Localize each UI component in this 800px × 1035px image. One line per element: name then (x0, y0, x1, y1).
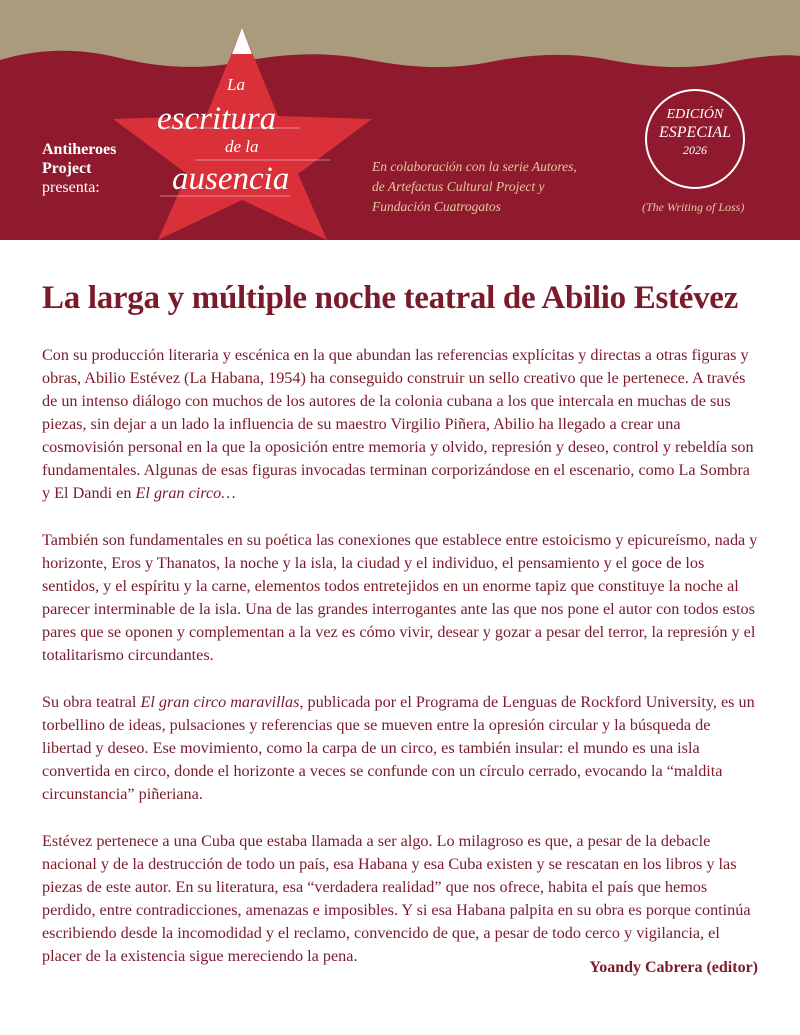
header-banner (0, 0, 800, 240)
paragraph-1 (42, 344, 762, 505)
logo-word-ausencia: ausencia (172, 161, 290, 197)
paragraph-4: Estévez pertenece a una Cuba que estaba llamada a ser algo. Lo milagroso es que, a pesar de la debacle nacional y de la destrucción de todo un país, esa Habana y esa Cuba existen y se rescatan en los libros y las piezas de este autor. En su literatura, esa “verdadera realidad” que nos ofrece, habita el país que hemos perdido, entre contradicciones, amenazas e imposibles. Y si esa Habana palpita en su obra es porque continúa escribiendo desde la incomodidad y el reclamo, convencido de que, a pesar de todo cerco y vigilancia, el placer de la existencia sigue mereciendo la pena. (42, 832, 751, 965)
collaboration-line-2: de Artefactus Cultural Project y (372, 179, 545, 194)
presenter-block (42, 140, 116, 197)
logo-word-escritura: escritura (157, 101, 277, 137)
author-signature: Yoandy Cabrera (editor) (589, 959, 758, 976)
seal-line-1: EDICIÓN (666, 107, 724, 122)
article-body (42, 344, 762, 992)
paragraph-2: También son fundamentales en su poética las conexiones que establece entre estoicismo y epicureísmo, nada y horizonte, Eros y Thanatos, la noche y la isla, la ciudad y el individuo, el pensamiento y el goce de los sentidos, y el espíritu y la carne, elementos todos entretejidos en un enorme tapiz que constituye la noche al parecer interminable de la isla. Una de las grandes interrogantes ante las que nos pone el autor con todos estos pares que se oponen y complementan a la vez es cómo vivir, desear y gozar a pesar del terror, la represión y el totalitarismo circundantes. (42, 531, 758, 664)
collaboration-line-3: Fundación Cuatrogatos (372, 199, 501, 214)
paragraph-3-pre: Su obra teatral (42, 693, 141, 711)
presenter-line-3: presenta: (42, 179, 100, 196)
presenter-line-2: Project (42, 160, 92, 177)
logo-word-de-la: de la (225, 137, 259, 156)
english-subtitle: (The Writing of Loss) (642, 200, 745, 214)
seal-line-2: ESPECIAL (659, 124, 731, 141)
collaboration-note (372, 157, 577, 217)
paragraph-1-work-title: El gran circo… (135, 484, 236, 502)
paragraph-3-work-title: El gran circo maravillas (140, 693, 300, 711)
paragraph-3 (42, 691, 762, 806)
article-title: La larga y múltiple noche teatral de Abilio Estévez (42, 280, 738, 316)
logo-word-la: La (227, 75, 245, 94)
seal-year: 2026 (683, 143, 707, 157)
special-edition-seal (645, 89, 745, 189)
presenter-line-1: Antiheroes (42, 141, 117, 158)
collaboration-line-1: En colaboración con la serie Autores, (372, 159, 577, 174)
paragraph-3-post: , publicada por el Programa de Lenguas de Rockford University, es un torbellino de ideas, pulsaciones y referencias que se mueven entre la opresión circular y la búsqueda de libertad y deseo. Ese movimiento, como la carpa de un circo, es también insular: el mundo es una isla convertida en circo, donde el horizonte a veces se confunde con un círculo cerrado, evocando la “maldita circunstancia” piñeriana. (42, 693, 755, 803)
paragraph-1-text: Con su producción literaria y escénica en la que abundan las referencias explícitas y directas a otras figuras y obras, Abilio Estévez (La Habana, 1954) ha conseguido construir un sello creativo que le pertenece. A través de un intenso diálogo con muchos de los autores de la colonia cubana a los que intercala en muchas de sus piezas, sin dejar a un lado la influencia de su maestro Virgilio Piñera, Abilio ha llegado a crear una cosmovisión personal en la que la oposición entre memoria y olvido, represión y deseo, control y rebeldía son fundamentales. Algunas de esas figuras invocadas terminan corporizándose en el escenario, como La Sombra y El Dandi en (42, 346, 754, 502)
